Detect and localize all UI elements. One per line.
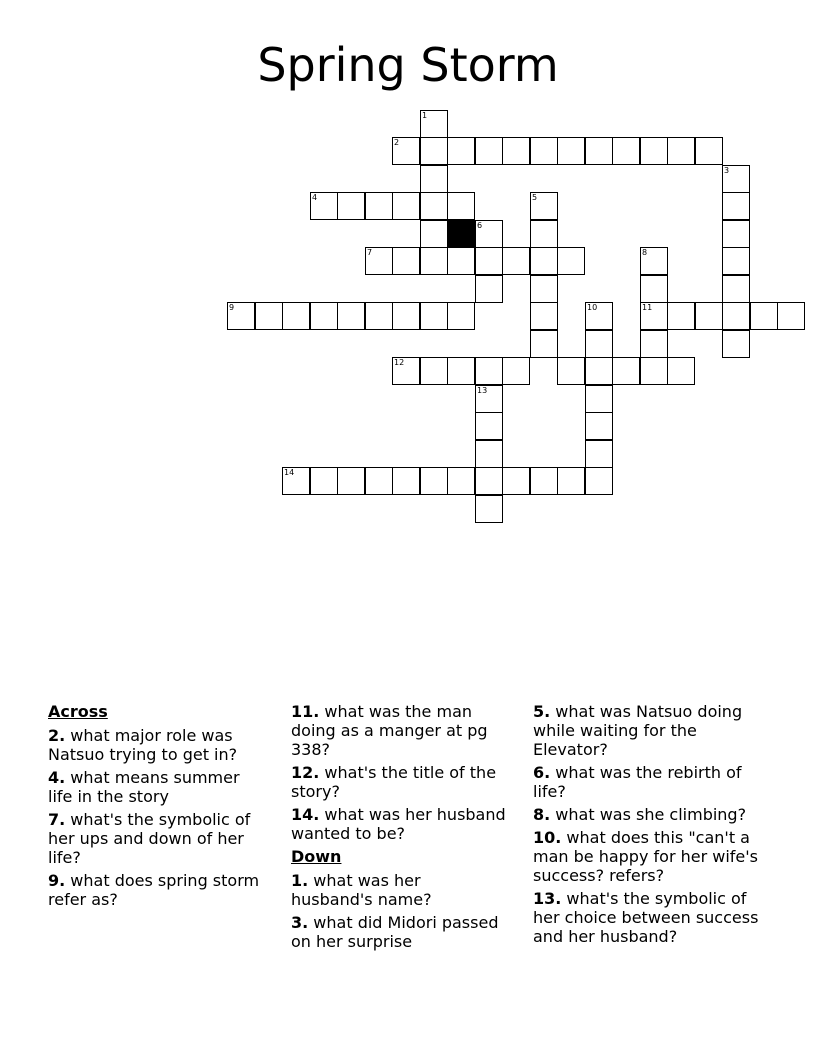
clue-down-6: 6. what was the rebirth of life? [533, 763, 742, 801]
clue-number: 10 [587, 303, 598, 312]
clue-number: 13 [477, 386, 488, 395]
clue-number: 11 [642, 303, 653, 312]
grid-cell[interactable] [557, 357, 585, 385]
clue-column-2 [291, 702, 506, 955]
down-heading: Down [291, 847, 342, 866]
clue-number: 14 [284, 468, 295, 477]
grid-cell[interactable] [612, 357, 640, 385]
grid-cell[interactable] [420, 220, 448, 248]
grid-cell[interactable] [475, 467, 503, 495]
grid-cell[interactable] [337, 192, 365, 220]
grid-cell[interactable] [310, 192, 338, 220]
grid-cell[interactable] [640, 330, 668, 358]
grid-cell[interactable] [640, 247, 668, 275]
clue-number: 1 [422, 111, 428, 120]
grid-cell[interactable] [337, 467, 365, 495]
grid-cell[interactable] [420, 110, 448, 138]
grid-cell[interactable] [475, 275, 503, 303]
clue-down-3: 3. what did Midori passed on her surprise [291, 913, 499, 951]
clue-across-4: 4. what means summer life in the story [48, 768, 240, 806]
grid-cell[interactable] [750, 302, 778, 330]
grid-cell[interactable] [310, 302, 338, 330]
grid-cell[interactable] [722, 192, 750, 220]
grid-cell[interactable] [282, 467, 310, 495]
grid-cell[interactable] [530, 275, 558, 303]
grid-cell[interactable] [612, 137, 640, 165]
clue-down-5: 5. what was Natsuo doing while waiting for the Elevator? [533, 702, 743, 759]
clue-down-8: 8. what was she climbing? [533, 805, 747, 824]
clue-column-3 [533, 702, 763, 950]
grid-cell[interactable] [667, 302, 695, 330]
grid-cell[interactable] [447, 247, 475, 275]
grid-cell[interactable] [722, 275, 750, 303]
clue-down-13: 13. what's the symbolic of her choice between success and her husband? [533, 889, 759, 946]
clue-number: 4 [312, 193, 318, 202]
grid-cell[interactable] [392, 357, 420, 385]
grid-cell[interactable] [310, 467, 338, 495]
across-heading: Across [48, 702, 108, 721]
grid-cell[interactable] [557, 247, 585, 275]
grid-cell[interactable] [640, 137, 668, 165]
grid-cell[interactable] [420, 192, 448, 220]
clue-number: 8 [642, 248, 648, 257]
clue-number: 5 [532, 193, 538, 202]
clue-column-1 [48, 702, 263, 913]
grid-cell[interactable] [667, 137, 695, 165]
clue-number: 3 [724, 166, 730, 175]
grid-cell[interactable] [722, 302, 750, 330]
grid-cell[interactable] [667, 357, 695, 385]
grid-cell[interactable] [475, 357, 503, 385]
grid-cell[interactable] [530, 192, 558, 220]
grid-cell[interactable] [585, 467, 613, 495]
grid-cell[interactable] [777, 302, 805, 330]
grid-cell[interactable] [722, 165, 750, 193]
grid-cell[interactable] [447, 192, 475, 220]
grid-cell[interactable] [530, 330, 558, 358]
grid-cell[interactable] [557, 467, 585, 495]
clue-across-14: 14. what was her husband wanted to be? [291, 805, 506, 843]
grid-cell[interactable] [475, 385, 503, 413]
clue-across-9: 9. what does spring storm refer as? [48, 871, 260, 909]
grid-cell[interactable] [365, 467, 393, 495]
grid-cell[interactable] [392, 302, 420, 330]
grid-cell[interactable] [447, 137, 475, 165]
grid-cell[interactable] [282, 302, 310, 330]
black-square [447, 220, 475, 248]
clue-number: 6 [477, 221, 483, 230]
grid-cell[interactable] [557, 137, 585, 165]
grid-cell[interactable] [530, 220, 558, 248]
grid-cell[interactable] [722, 247, 750, 275]
grid-cell[interactable] [475, 495, 503, 523]
clue-number: 2 [394, 138, 400, 147]
grid-cell[interactable] [337, 302, 365, 330]
grid-cell[interactable] [365, 302, 393, 330]
clue-down-10: 10. what does this "can't a man be happy for her wife's success? refers? [533, 828, 758, 885]
grid-cell[interactable] [585, 412, 613, 440]
grid-cell[interactable] [227, 302, 255, 330]
grid-cell[interactable] [640, 357, 668, 385]
clue-number: 9 [229, 303, 235, 312]
grid-cell[interactable] [475, 137, 503, 165]
grid-cell[interactable] [530, 137, 558, 165]
grid-cell[interactable] [475, 247, 503, 275]
grid-cell[interactable] [585, 137, 613, 165]
grid-cell[interactable] [447, 467, 475, 495]
grid-cell[interactable] [420, 247, 448, 275]
grid-cell[interactable] [420, 165, 448, 193]
grid-cell[interactable] [502, 247, 530, 275]
clue-across-12: 12. what's the title of the story? [291, 763, 497, 801]
grid-cell[interactable] [722, 330, 750, 358]
clue-across-2: 2. what major role was Natsuo trying to get in? [48, 726, 238, 764]
grid-cell[interactable] [365, 192, 393, 220]
grid-cell[interactable] [695, 302, 723, 330]
grid-cell[interactable] [420, 302, 448, 330]
grid-cell[interactable] [447, 302, 475, 330]
grid-cell[interactable] [392, 467, 420, 495]
grid-cell[interactable] [530, 247, 558, 275]
grid-cell[interactable] [640, 275, 668, 303]
grid-cell[interactable] [420, 137, 448, 165]
grid-cell[interactable] [585, 385, 613, 413]
grid-cell[interactable] [585, 330, 613, 358]
clue-across-7: 7. what's the symbolic of her ups and down of her life? [48, 810, 251, 867]
grid-cell[interactable] [695, 137, 723, 165]
grid-cell[interactable] [722, 220, 750, 248]
grid-cell[interactable] [447, 357, 475, 385]
grid-cell[interactable] [502, 137, 530, 165]
clue-number: 7 [367, 248, 373, 257]
grid-cell[interactable] [392, 192, 420, 220]
grid-cell[interactable] [585, 440, 613, 468]
grid-cell[interactable] [392, 247, 420, 275]
grid-cell[interactable] [392, 137, 420, 165]
puzzle-title: Spring Storm [257, 38, 559, 92]
grid-cell[interactable] [502, 357, 530, 385]
grid-cell[interactable] [420, 357, 448, 385]
clue-across-11: 11. what was the man doing as a manger at pg 338? [291, 702, 488, 759]
grid-cell[interactable] [585, 357, 613, 385]
clue-number: 12 [394, 358, 405, 367]
grid-cell[interactable] [640, 302, 668, 330]
grid-cell[interactable] [475, 412, 503, 440]
grid-cell[interactable] [530, 467, 558, 495]
clue-down-1: 1. what was her husband's name? [291, 871, 432, 909]
grid-cell[interactable] [255, 302, 283, 330]
grid-cell[interactable] [530, 302, 558, 330]
grid-cell[interactable] [475, 220, 503, 248]
grid-cell[interactable] [475, 440, 503, 468]
grid-cell[interactable] [585, 302, 613, 330]
grid-cell[interactable] [420, 467, 448, 495]
grid-cell[interactable] [502, 467, 530, 495]
grid-cell[interactable] [365, 247, 393, 275]
